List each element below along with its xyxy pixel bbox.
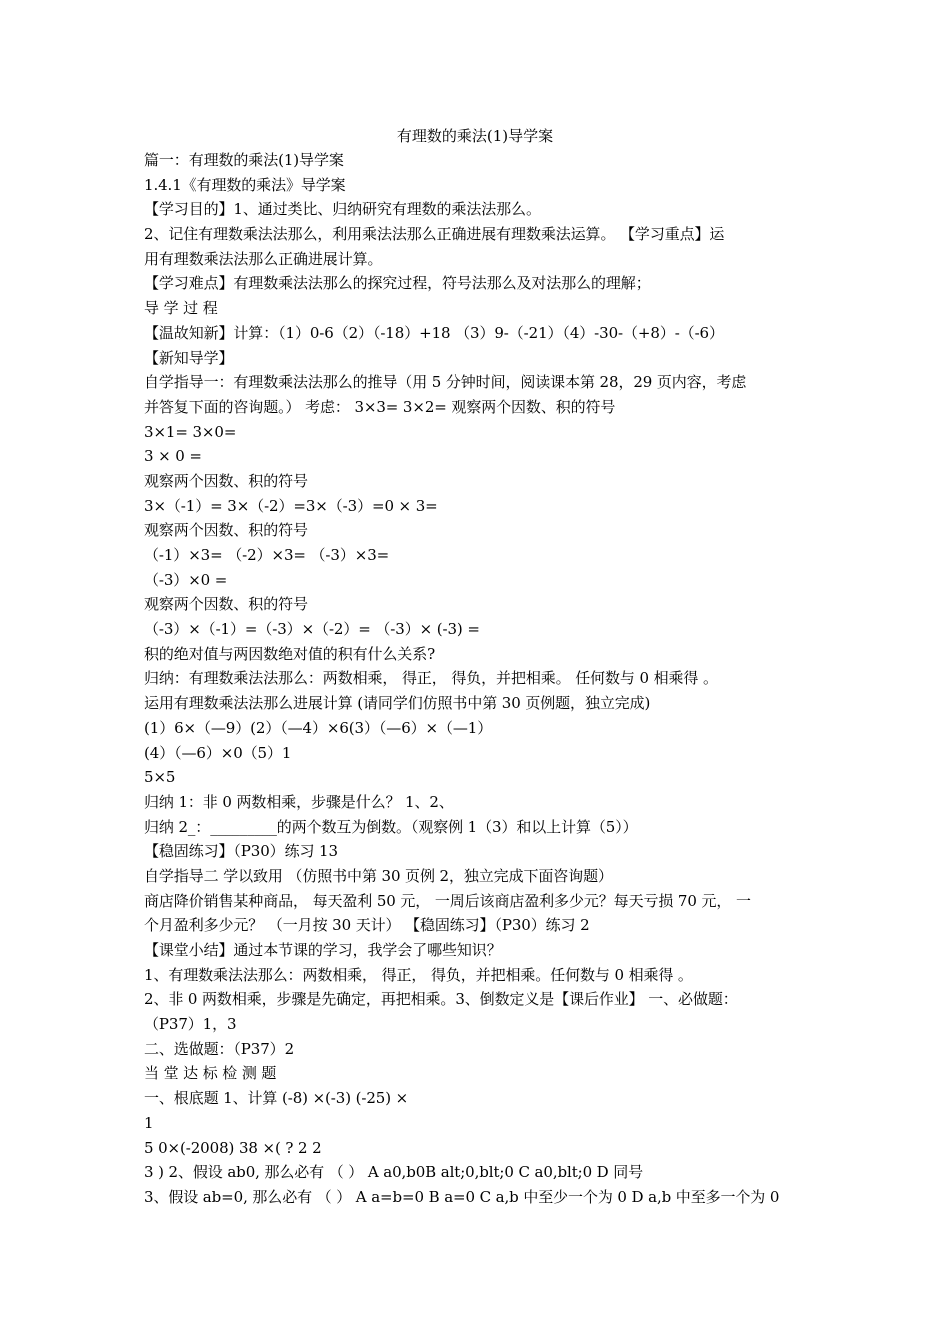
text-line: 自学指导二 学以致用 （仿照书中第 30 页例 2，独立完成下面咨询题）	[144, 866, 613, 885]
text-line: 观察两个因数、积的符号	[144, 471, 308, 490]
text-line: 自学指导一：有理数乘法法那么的推导（用 5 分钟时间，阅读课本第 28，29 页内容，考虑	[144, 373, 747, 392]
document-title: 有理数的乘法(1)导学案	[396, 127, 554, 145]
text-line: （-3）×0 =	[144, 570, 228, 589]
text-line: 【学习目的】1、通过类比、归纳研究有理数的乘法法那么。	[144, 200, 541, 219]
text-line: 【温故知新】计算：（1）0-6（2）（-18）+18 （3）9-（-21）（4）-30-（+8）-（-6）	[144, 323, 724, 342]
text-line: 二、选做题：（P37）2	[144, 1039, 295, 1058]
document-body	[144, 148, 814, 1210]
text-line: 【新知导学】	[144, 348, 234, 367]
text-line: 观察两个因数、积的符号	[144, 595, 308, 614]
text-line: 运用有理数乘法法那么进展计算 (请同学们仿照书中第 30 页例题，独立完成)	[144, 694, 651, 713]
text-line: （-3）×（-1）=（-3）×（-2）= （-3）× (-3) =	[144, 620, 480, 639]
text-line: 归纳：有理数乘法法那么：两数相乘， 得正， 得负，并把相乘。 任何数与 0 相乘得 。	[144, 669, 718, 688]
text-line: 5 0×(-2008) 38 ×( ? 2 2	[144, 1138, 322, 1157]
text-line: 3 ) 2、假设 ab0, 那么必有 （ ） A a0,b0B alt;0,blt;0 C a0,blt;0 D 同号	[144, 1163, 644, 1182]
text-line: 【稳固练习】（P30）练习 13	[144, 842, 338, 861]
text-line: （P37）1，3	[144, 1015, 237, 1034]
text-line: 1、有理数乘法法那么：两数相乘， 得正， 得负，并把相乘。任何数与 0 相乘得 。	[144, 965, 693, 984]
text-line: (1）6×（—9）(2）（—4）×6(3）（—6）×（—1）	[144, 718, 493, 737]
text-line: (4）（—6）×0（5）1	[144, 743, 292, 762]
text-line: 并答复下面的咨询题。） 考虑： 3×3= 3×2= 观察两个因数、积的符号	[144, 397, 616, 416]
text-line: 1	[144, 1113, 154, 1132]
text-line: 商店降价销售某种商品， 每天盈利 50 元， 一周后该商店盈利多少元？每天亏损 70 元， 一	[144, 891, 751, 910]
text-line: 【学习难点】有理数乘法法那么的探究过程，符号法那么及对法那么的理解；	[144, 274, 651, 293]
text-line: 归纳 1：非 0 两数相乘，步骤是什么？ 1、2、	[144, 792, 454, 811]
text-line: 2、记住有理数乘法法那么，利用乘法法那么正确进展有理数乘法运算。 【学习重点】运	[144, 225, 725, 244]
text-line: 【课堂小结】通过本节课的学习，我学会了哪些知识？	[144, 941, 502, 959]
text-line: 2、非 0 两数相乘，步骤是先确定，再把相乘。3、倒数定义是【课后作业】 一、必做题：	[144, 990, 738, 1009]
text-line: （-1）×3= （-2）×3= （-3）×3=	[144, 546, 390, 564]
text-line: 3×1= 3×0=	[144, 422, 237, 441]
text-line: 3×（-1）= 3×（-2）=3×（-3）=0 × 3=	[144, 496, 438, 515]
text-line: 用有理数乘法法那么正确进展计算。	[144, 249, 383, 268]
text-line: 个月盈利多少元？ （一月按 30 天计） 【稳固练习】（P30）练习 2	[144, 916, 590, 935]
text-line: 一、根底题 1、计算 (-8) ×(-3) (-25) ×	[144, 1089, 409, 1108]
text-line: 导 学 过 程	[144, 299, 218, 318]
text-line: 积的绝对值与两因数绝对值的积有什么关系?	[144, 644, 436, 663]
text-line: 3、假设 ab=0, 那么必有 （ ） A a=b=0 B a=0 C a,b 中至少一个为 0 D a,b 中至多一个为 0	[144, 1187, 780, 1206]
text-line: 3 × 0 =	[144, 447, 202, 466]
text-line: 观察两个因数、积的符号	[144, 521, 308, 540]
text-line: 1.4.1《有理数的乘法》导学案	[144, 175, 346, 194]
text-line: 篇一：有理数的乘法(1)导学案	[144, 151, 344, 169]
text-line: 5×5	[144, 768, 176, 787]
text-line: 归纳 2_：_________的两个数互为倒数。（观察例 1（3）和以上计算（5））	[144, 817, 638, 836]
text-line: 当 堂 达 标 检 测 题	[144, 1064, 277, 1083]
